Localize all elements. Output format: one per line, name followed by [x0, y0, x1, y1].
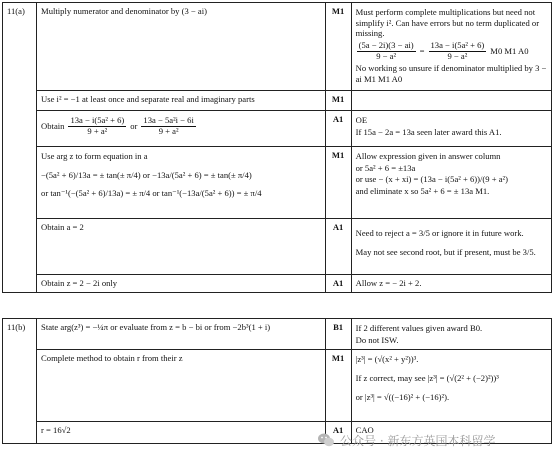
answer-cell: r = 16√2 [37, 422, 326, 444]
question-number: 11(a) [3, 3, 37, 293]
table-row [3, 3, 552, 91]
mark-cell: M1 [325, 91, 351, 111]
guidance-cell: Must perform complete multiplications but need not simplify i². Can have errors but no term duplicated or missing. $\frac{(5a - 2i)(3 - ai)}{\text{9 − a²}}$ = $\frac{\text{13a − i(5a² + 6)}}{\text{9 − a²}}$ M0 M1 A0 No working so unsure if denominator multiplied by 3 − ai M1 M1 A0 [351, 3, 551, 91]
wechat-icon [317, 432, 335, 448]
guidance-cell: |z³| = (√(x² + y²))³. If z correct, may see |z³| = (√(2² + (−2)²))³ or |z³| = √((−16)² + (−16)²). [351, 350, 551, 422]
answer-cell: Obtain $\frac{\text{13a − i(5a² + 6)}}{\text{9 + a²}}$ or $\frac{\text{13a − 5a²i − 6i}}{\text{9 + a²}}$ [37, 111, 326, 147]
answer-cell: Obtain a = 2 [37, 219, 326, 275]
markscheme-table-11b [2, 318, 552, 444]
answer-cell: Use i² = −1 at least once and separate real and imaginary parts [37, 91, 326, 111]
guidance-cell: Allow z = − 2i + 2. [351, 275, 551, 293]
guidance-cell [351, 91, 551, 111]
guidance-cell: If 2 different values given award B0. Do not ISW. [351, 319, 551, 350]
guidance-cell: Allow expression given in answer column or 5a² + 6 = ±13a or use − (x + xi) = (13a − i(5a² + 6))/(9 + a²) and eliminate x so 5a² + 6 = ± 13a M1. [351, 147, 551, 219]
mark-cell: A1 [325, 111, 351, 147]
answer-cell: Multiply numerator and denominator by (3 − ai) [37, 3, 326, 91]
answer-cell: State arg(z³) = −¼π or evaluate from z = b − bi or from −2b³(1 + i) [37, 319, 326, 350]
mark-cell: B1 [325, 319, 351, 350]
table-row [3, 147, 552, 219]
question-number: 11(b) [3, 319, 37, 444]
table-row [3, 219, 552, 275]
answer-cell: Use arg z to form equation in a −(5a² + 6)/13a = ± tan(± π/4) or −13a/(5a² + 6) = ± tan(± π/4) or tan⁻¹(−(5a² + 6)/13a) = ± π/4 or tan⁻¹(−13a/(5a² + 6)) = ± π/4 [37, 147, 326, 219]
table-row [3, 319, 552, 350]
mark-cell: M1 [325, 3, 351, 91]
table-row [3, 275, 552, 293]
table-row [3, 111, 552, 147]
answer-cell: Complete method to obtain r from their z [37, 350, 326, 422]
mark-cell: A1 [325, 219, 351, 275]
markscheme-table-11a [2, 2, 552, 293]
mark-cell: A1 [325, 275, 351, 293]
watermark-text: 公众号 · 新东方英国本科留学 [340, 433, 496, 448]
guidance-cell: OE If 15a − 2a = 13a seen later award this A1. [351, 111, 551, 147]
mark-cell: M1 [325, 350, 351, 422]
watermark [317, 428, 551, 452]
table-row [3, 350, 552, 422]
table-row [3, 91, 552, 111]
mark-cell: A1 [325, 422, 351, 444]
answer-cell: Obtain z = 2 − 2i only [37, 275, 326, 293]
mark-cell: M1 [325, 147, 351, 219]
guidance-cell: Need to reject a = 3/5 or ignore it in future work. May not see second root, but if present, must be 3/5. [351, 219, 551, 275]
guidance-cell: CAO [351, 422, 551, 444]
